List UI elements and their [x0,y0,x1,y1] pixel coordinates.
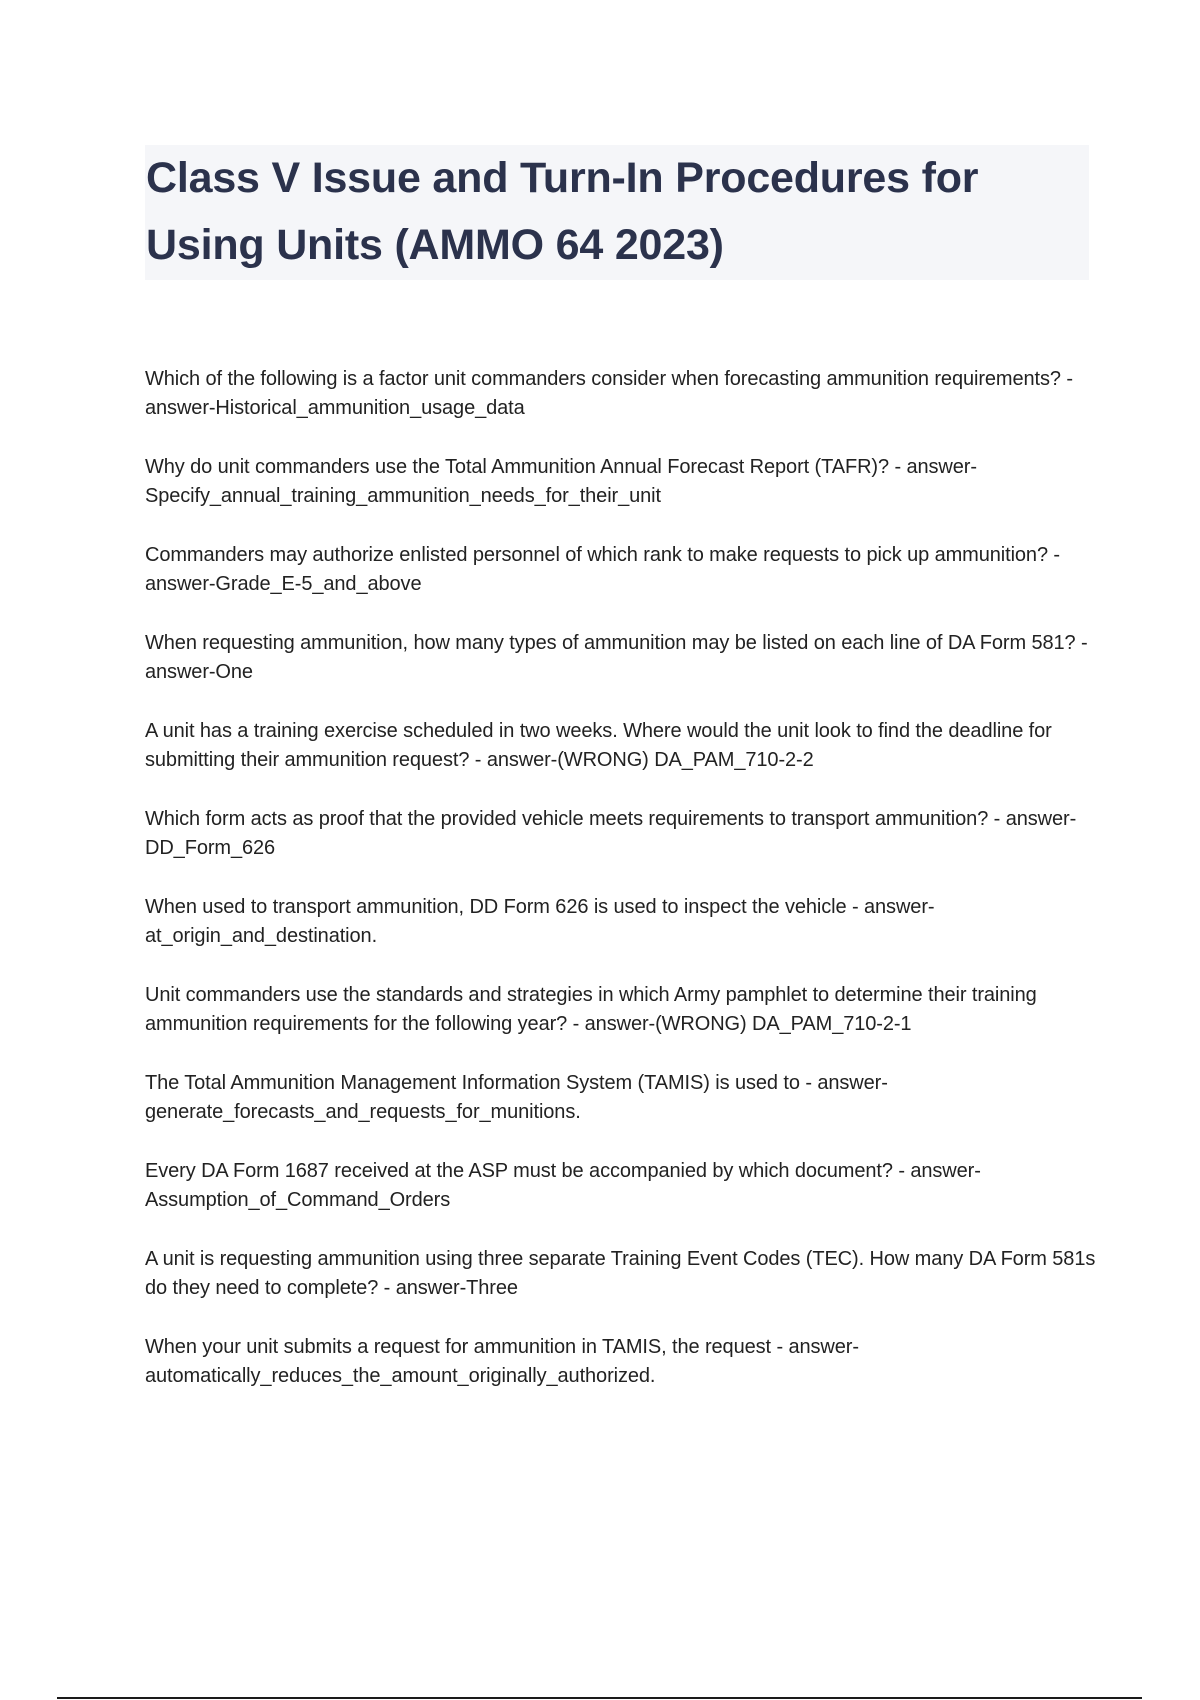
qa-item: A unit has a training exercise scheduled in two weeks. Where would the unit look to find the deadline for submitting their ammunition request? - answer-(WRONG) DA_PAM_710-2-2 [145,720,1052,771]
qa-item: Every DA Form 1687 received at the ASP must be accompanied by which document? - answer-Assumption_of_Command_Orders [145,1160,981,1211]
qa-item: Why do unit commanders use the Total Ammunition Annual Forecast Report (TAFR)? - answer-Specify_annual_training_ammunition_needs_for_their_unit [145,456,977,507]
qa-item: When your unit submits a request for ammunition in TAMIS, the request - answer-automatically_reduces_the_amount_originally_authorized. [145,1336,859,1387]
page-bottom-rule [57,1697,1142,1699]
qa-item: When requesting ammunition, how many types of ammunition may be listed on each line of DA Form 581? - answer-One [145,632,1088,683]
qa-item: Which form acts as proof that the provided vehicle meets requirements to transport ammunition? - answer-DD_Form_626 [145,808,1077,859]
page-title: Class V Issue and Turn-In Procedures for Using Units (AMMO 64 2023) [146,154,979,269]
qa-item: Commanders may authorize enlisted personnel of which rank to make requests to pick up ammunition? - answer-Grade_E-5_and_above [145,544,1060,595]
qa-item: A unit is requesting ammunition using three separate Training Event Codes (TEC). How many DA Form 581s do they need to complete? - answer-Three [145,1248,1096,1299]
qa-item: When used to transport ammunition, DD Form 626 is used to inspect the vehicle - answer-at_origin_and_destination. [145,896,935,947]
qa-item: The Total Ammunition Management Information System (TAMIS) is used to - answer-generate_forecasts_and_requests_for_munitions. [145,1072,888,1123]
qa-item: Unit commanders use the standards and strategies in which Army pamphlet to determine their training ammunition requirements for the following year? - answer-(WRONG) DA_PAM_710-2-1 [145,984,1037,1035]
qa-list [145,365,1105,1421]
title-block [145,145,1089,280]
qa-item: Which of the following is a factor unit commanders consider when forecasting ammunition requirements? - answer-Historical_ammunition_usage_data [145,368,1073,419]
